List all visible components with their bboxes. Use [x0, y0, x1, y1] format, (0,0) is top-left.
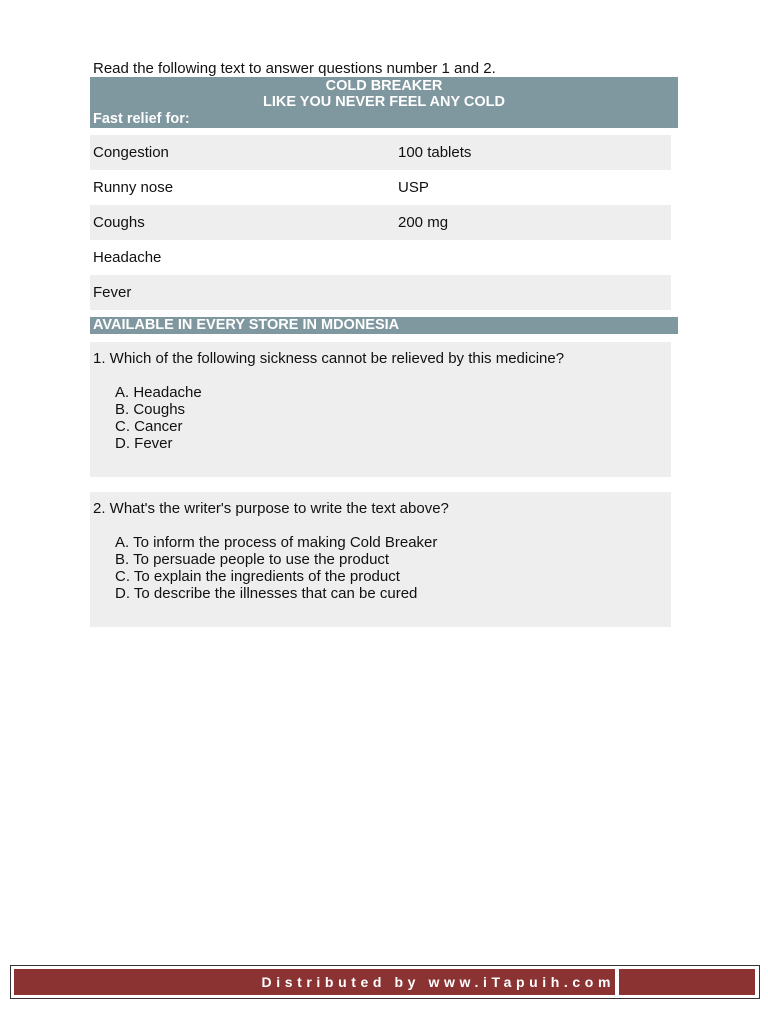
symptom-cell: Headache: [93, 249, 162, 266]
table-row: [90, 170, 671, 205]
symptom-cell: Runny nose: [93, 179, 174, 196]
relief-label: Fast relief for:: [93, 111, 190, 127]
symptom-cell: Congestion: [93, 144, 169, 161]
info-cell: 100 tablets: [398, 144, 472, 161]
symptom-cell: Coughs: [93, 214, 145, 231]
option-item: D. Fever: [115, 435, 173, 452]
availability-banner: AVAILABLE IN EVERY STORE IN MDONESIA: [90, 317, 678, 334]
relief-table: [90, 135, 671, 310]
product-title: COLD BREAKER: [325, 78, 443, 94]
table-row: [90, 205, 671, 240]
product-banner: [90, 77, 678, 128]
symptom-cell: Fever: [93, 284, 132, 301]
table-row: [90, 240, 671, 275]
option-item: C. Cancer: [115, 418, 183, 435]
distributor-text: Distributed by www.iTapuih.com: [14, 969, 615, 995]
info-cell: USP: [398, 179, 429, 196]
option-list: [115, 534, 437, 602]
question-box-2: [90, 492, 671, 627]
question-box-1: [90, 342, 671, 477]
option-item: B. Coughs: [115, 401, 186, 418]
question-text: 1. Which of the following sickness cannot be relieved by this medicine?: [93, 350, 565, 367]
option-item: D. To describe the illnesses that can be cured: [115, 585, 418, 602]
option-item: B. To persuade people to use the product: [115, 551, 390, 568]
option-list: [115, 384, 202, 452]
table-row: [90, 275, 671, 310]
footer-accent-bar: [619, 969, 755, 995]
product-slogan: LIKE YOU NEVER FEEL ANY COLD: [263, 94, 505, 110]
question-text: 2. What's the writer's purpose to write the text above?: [93, 500, 449, 517]
option-item: C. To explain the ingredients of the product: [115, 568, 400, 585]
footer: [10, 965, 760, 999]
intro-text: Read the following text to answer questions number 1 and 2.: [93, 60, 496, 77]
option-item: A. To inform the process of making Cold Breaker: [115, 534, 438, 551]
table-row: [90, 135, 671, 170]
option-item: A. Headache: [115, 384, 202, 401]
info-cell: 200 mg: [398, 214, 449, 231]
